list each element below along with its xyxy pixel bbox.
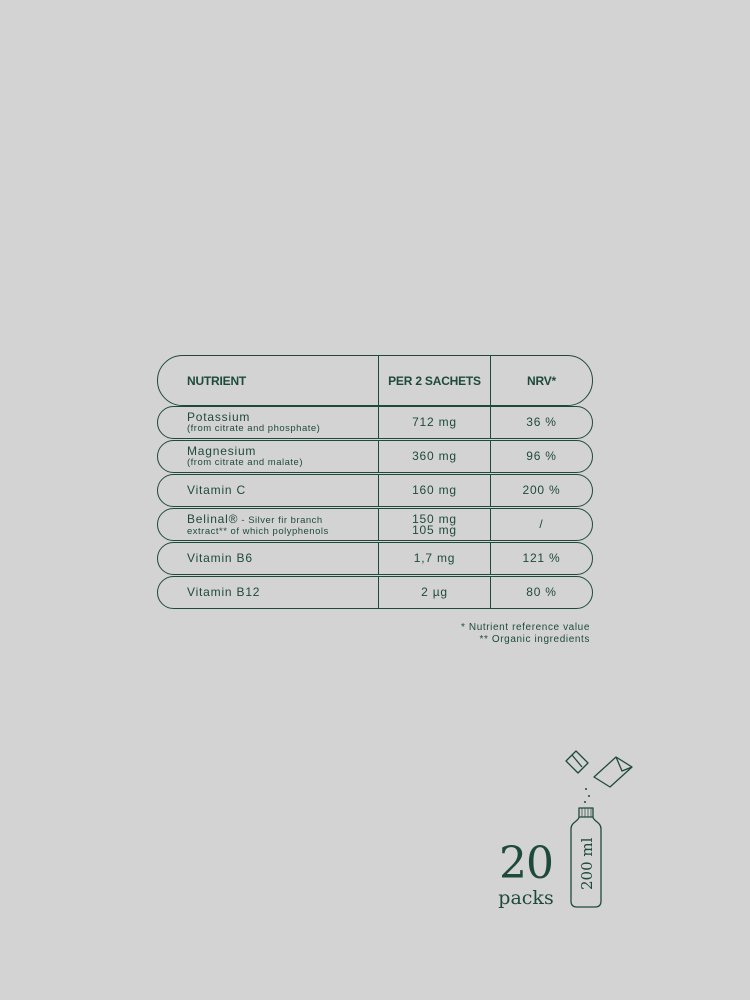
footnote-nrv: * Nutrient reference value: [461, 622, 590, 633]
nutrient-name: Vitamin B12: [187, 585, 261, 599]
pack-count-label: packs: [498, 887, 554, 909]
amount-value: 360 mg: [412, 449, 457, 463]
nrv-cell: [490, 475, 592, 506]
nrv-value: 200 %: [522, 483, 561, 497]
amount-value: 160 mg: [412, 483, 457, 497]
nrv-value: 121 %: [522, 551, 561, 565]
nrv-value: 36 %: [526, 415, 557, 429]
amount-value-secondary: 105 mg: [412, 522, 457, 537]
amount-value: 1,7 mg: [413, 551, 456, 565]
table-row: [157, 474, 593, 507]
amount-cell: [378, 509, 490, 540]
nutrient-name: Belinal®: [187, 511, 239, 526]
nutrition-table: [157, 355, 593, 610]
footnote-organic: ** Organic ingredients: [479, 634, 590, 645]
table-row: [157, 576, 593, 609]
nutrient-cell: [158, 407, 378, 438]
amount-cell: [378, 407, 490, 438]
amount-cell: [378, 441, 490, 472]
header-nutrient: NUTRIENT: [187, 373, 247, 388]
nutrient-name: Vitamin B6: [187, 551, 253, 565]
amount-value: 2 µg: [421, 585, 448, 599]
nrv-cell: [490, 543, 592, 574]
amount-value: 150 mg: [412, 511, 457, 526]
amount-cell: [378, 543, 490, 574]
sachet-icon: [594, 757, 632, 787]
nutrient-name: Potassium: [187, 410, 251, 424]
bottle-icon: [560, 745, 640, 915]
nrv-value: 96 %: [526, 449, 557, 463]
amount-cell: [378, 577, 490, 608]
nutrient-description: - Silver fir branch: [238, 514, 323, 526]
amount-value: 712 mg: [412, 415, 457, 429]
nutrient-cell: [158, 543, 378, 574]
footnotes: [461, 622, 590, 646]
nutrient-source: extract** of which polyphenols: [187, 525, 329, 537]
nrv-value: 80 %: [526, 585, 557, 599]
nrv-cell: [490, 577, 592, 608]
nutrient-source: (from citrate and malate): [187, 457, 303, 468]
nutrient-name: Magnesium: [187, 444, 257, 458]
nutrient-cell: [158, 509, 378, 540]
nutrient-name: Vitamin C: [187, 483, 246, 497]
nutrient-cell: [158, 475, 378, 506]
nrv-cell: [490, 441, 592, 472]
table-row: [157, 508, 593, 541]
sachet-icon: [566, 751, 588, 773]
nutrient-name-line: [187, 513, 378, 527]
table-header: [157, 355, 593, 406]
table-row: [157, 542, 593, 575]
pack-count: [496, 840, 556, 908]
nrv-cell: [490, 407, 592, 438]
amount-cell: [378, 475, 490, 506]
pack-count-number: 20: [499, 838, 553, 889]
nutrient-cell: [158, 441, 378, 472]
nutrient-cell: [158, 577, 378, 608]
bottle-volume-label: 200 ml: [578, 837, 596, 890]
header-nrv: NRV*: [490, 356, 592, 405]
nrv-cell: [490, 509, 592, 540]
nutrient-source: (from citrate and phosphate): [187, 423, 321, 434]
table-row: [157, 440, 593, 473]
header-per-serving: PER 2 SACHETS: [378, 356, 490, 405]
table-row: [157, 406, 593, 439]
nrv-value: /: [539, 517, 544, 531]
